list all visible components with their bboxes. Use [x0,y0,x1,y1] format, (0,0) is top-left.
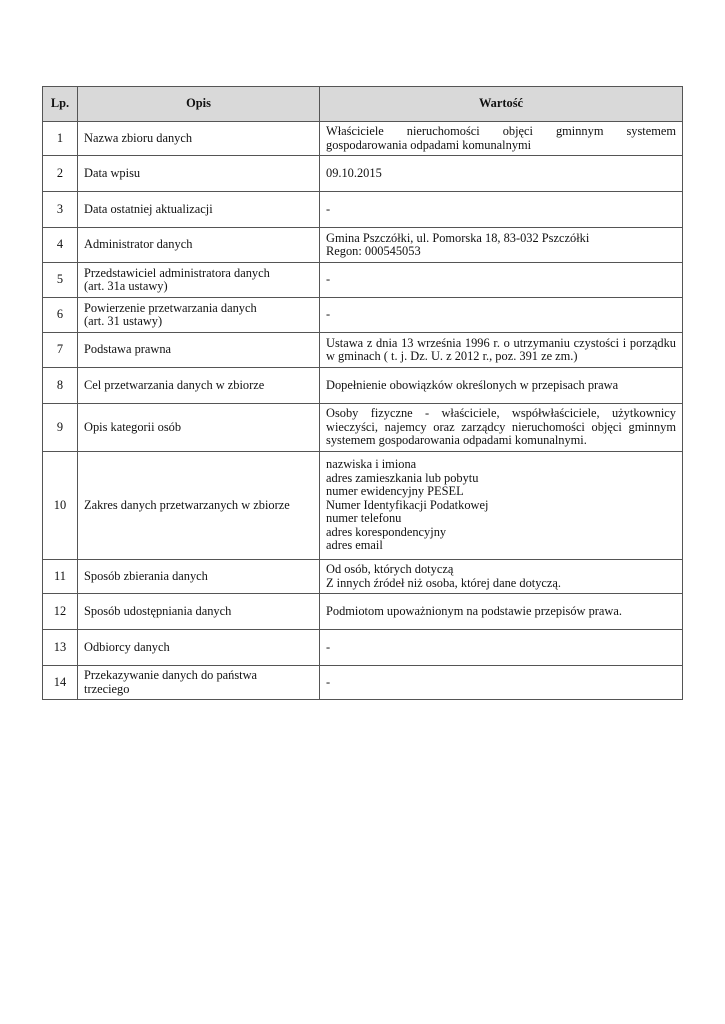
table-row [43,263,683,298]
value-line: Właściciele nieruchomości objęci gminnym systemem gospodarowania odpadami komunalnymi [326,124,676,152]
row-description [78,594,320,630]
value-line: Z innych źródeł niż osoba, której dane dotyczą. [326,575,561,590]
value-line: Od osób, których dotyczą [326,562,454,576]
value-line: Regon: 000545053 [326,244,421,258]
row-description [78,452,320,560]
row-description [78,560,320,594]
row-number: 5 [43,263,78,298]
table-row [43,404,683,452]
description-line: Przedstawiciel administratora danych [84,265,270,280]
description-line: (art. 31a ustawy) [84,279,168,293]
row-number: 12 [43,594,78,630]
value-line: Ustawa z dnia 13 września 1996 r. o utrzymaniu czystości i porządku w gminach ( t. j. Dz. U. z 2012 r., poz. 391 ze zm.) [326,335,676,363]
table-row [43,666,683,700]
row-number: 2 [43,156,78,192]
description-line: Podstawa prawna [84,342,172,357]
value-line: adres zamieszkania lub pobytu [326,470,479,485]
value-line: - [326,272,331,287]
value-line: Dopełnienie obowiązków określonych w przepisach prawa [326,377,619,392]
table-row [43,156,683,192]
row-value [320,404,683,452]
value-line: Osoby fizyczne - właściciele, współwłaściciele, użytkownicy wieczyści, najemcy oraz zarządcy nieruchomości objęci gminnym systemem gospodarowania odpadami komunalnymi. [326,406,676,448]
table-row [43,452,683,560]
value-line: numer telefonu [326,511,402,526]
table-row [43,228,683,263]
row-description [78,298,320,333]
value-line: Numer Identyfikacji Podatkowej [326,497,489,512]
value-line: 09.10.2015 [326,165,382,180]
row-number: 10 [43,452,78,560]
description-line: Sposób zbierania danych [84,568,208,583]
value-line: - [326,639,331,654]
description-line: (art. 31 ustawy) [84,314,163,328]
description-line: Zakres danych przetwarzanych w zbiorze [84,497,290,512]
row-value [320,333,683,368]
row-number: 13 [43,630,78,666]
row-value [320,666,683,700]
description-line: Administrator danych [84,237,193,252]
header-lp: Lp. [43,87,78,122]
value-line: adres email [326,538,383,553]
description-line: Sposób udostępniania danych [84,603,232,618]
value-line: nazwiska i imiona [326,457,417,472]
table-row [43,333,683,368]
row-number: 14 [43,666,78,700]
description-line: Data ostatniej aktualizacji [84,201,213,216]
description-line: Data wpisu [84,165,141,180]
value-line: - [326,674,331,689]
row-value [320,594,683,630]
row-value [320,122,683,156]
header-wartosc: Wartość [320,87,683,122]
table-row [43,368,683,404]
row-description [78,368,320,404]
table-row [43,192,683,228]
table-row [43,298,683,333]
row-value [320,630,683,666]
description-line: Opis kategorii osób [84,419,182,434]
description-line: trzeciego [84,681,130,696]
row-value [320,263,683,298]
table-row [43,630,683,666]
row-number: 7 [43,333,78,368]
value-line: - [326,201,331,216]
table-row [43,594,683,630]
row-description [78,333,320,368]
data-register-table [42,86,683,700]
value-line: - [326,307,331,322]
row-description [78,192,320,228]
row-number: 3 [43,192,78,228]
row-value [320,298,683,333]
table-row [43,122,683,156]
row-value [320,560,683,594]
row-number: 4 [43,228,78,263]
row-description [78,263,320,298]
value-line: adres korespondencyjny [326,524,447,539]
row-number: 6 [43,298,78,333]
row-value [320,368,683,404]
description-line: Przekazywanie danych do państwa [84,668,258,682]
row-value [320,228,683,263]
row-number: 1 [43,122,78,156]
header-opis: Opis [78,87,320,122]
description-line: Odbiorcy danych [84,639,170,654]
value-line: numer ewidencyjny PESEL [326,484,464,499]
row-description [78,122,320,156]
row-value [320,452,683,560]
row-number: 8 [43,368,78,404]
value-line: Podmiotom upoważnionym na podstawie przepisów prawa. [326,603,622,618]
description-line: Powierzenie przetwarzania danych [84,300,257,315]
value-line: Gmina Pszczółki, ul. Pomorska 18, 83-032 Pszczółki [326,230,590,245]
row-description [78,666,320,700]
row-value [320,192,683,228]
description-line: Cel przetwarzania danych w zbiorze [84,377,265,392]
row-description [78,630,320,666]
row-value [320,156,683,192]
table-header-row [43,87,683,122]
row-number: 11 [43,560,78,594]
row-description [78,404,320,452]
row-description [78,156,320,192]
row-description [78,228,320,263]
row-number: 9 [43,404,78,452]
description-line: Nazwa zbioru danych [84,130,193,145]
table-row [43,560,683,594]
